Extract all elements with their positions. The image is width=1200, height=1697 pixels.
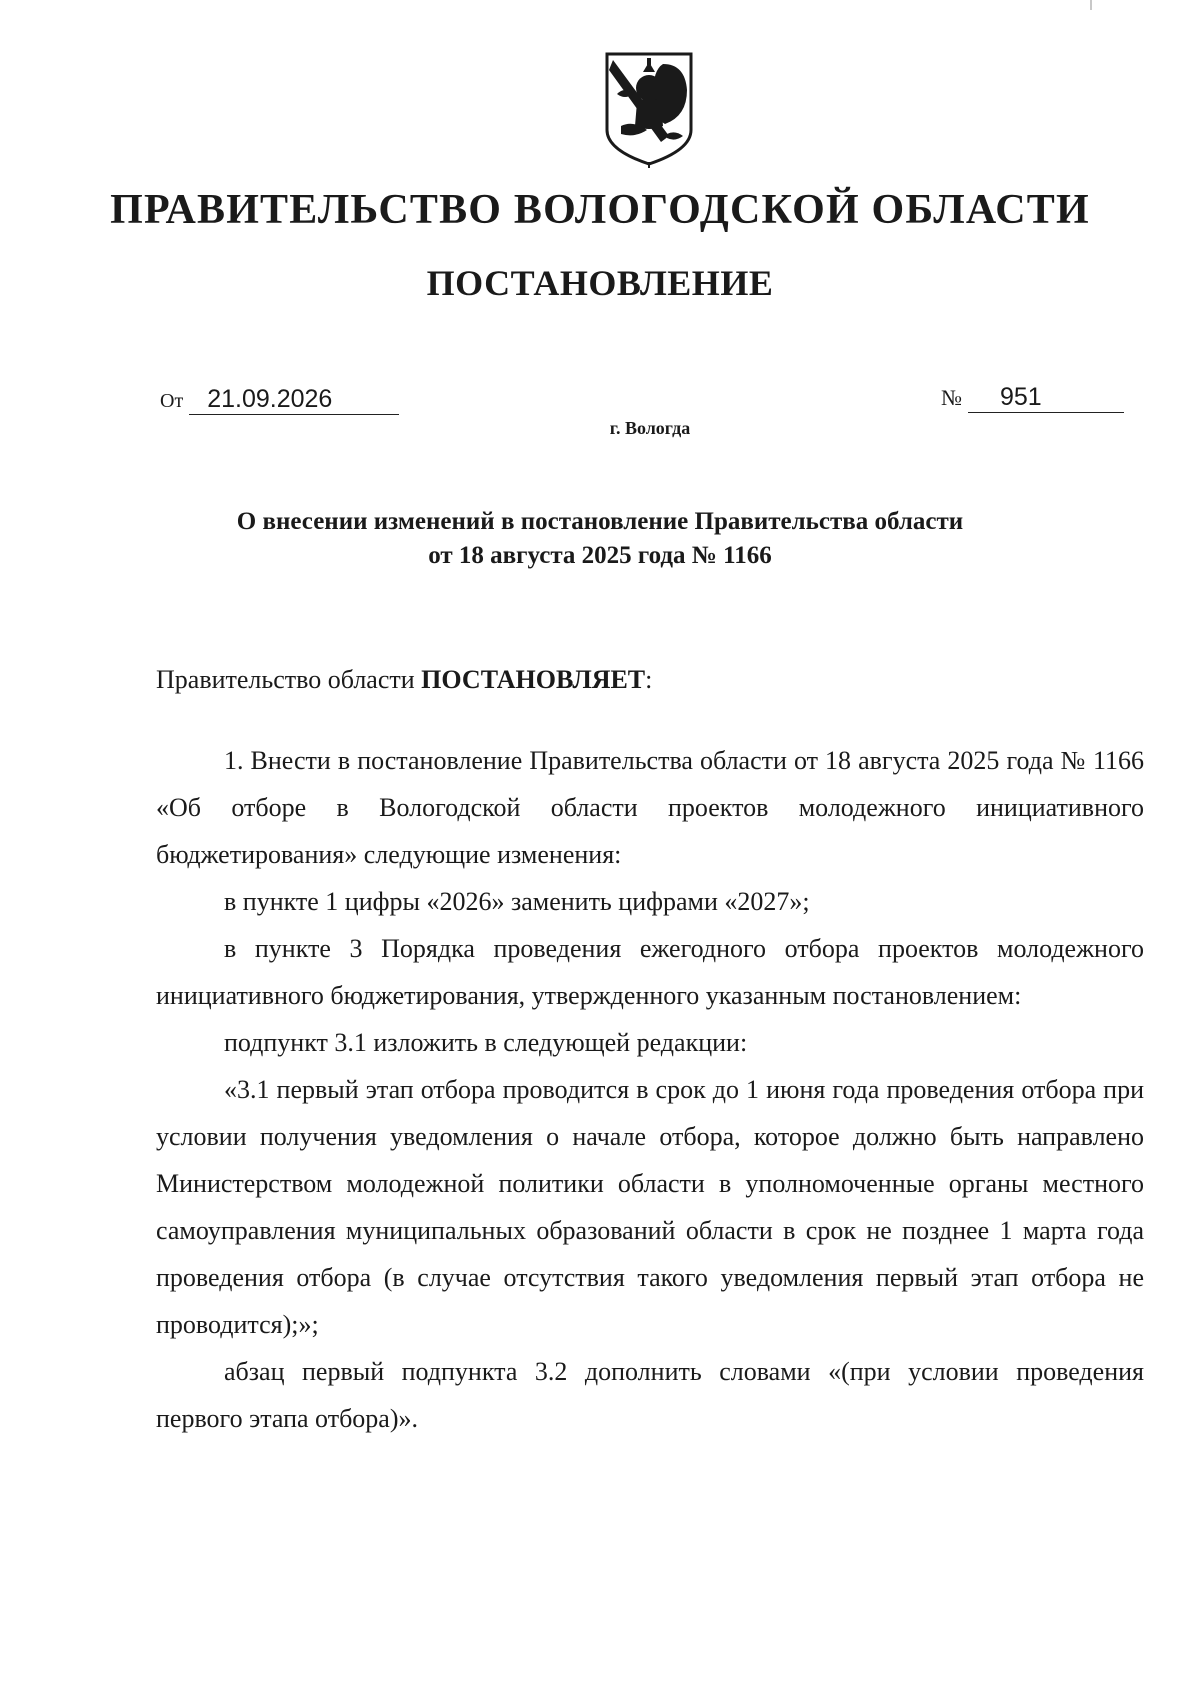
date-prefix: От (160, 390, 184, 412)
document-subject (100, 505, 1100, 573)
government-title: ПРАВИТЕЛЬСТВО ВОЛОГОДСКОЙ ОБЛАСТИ (110, 187, 1090, 233)
paragraph: в пункте 1 цифры «2026» заменить цифрами «2027»; (224, 887, 810, 916)
preamble (156, 656, 1144, 703)
coat-of-arms-emblem (603, 50, 695, 168)
document-type-title: ПОСТАНОВЛЕНИЕ (426, 263, 774, 303)
subject-line-1: О внесении изменений в постановление Правительства области (236, 508, 964, 535)
preamble-colon: : (645, 665, 653, 694)
subject-line-2: от 18 августа 2025 года № 1166 (428, 542, 772, 569)
preamble-text: Правительство области (156, 665, 422, 694)
document-body (156, 656, 1144, 1442)
document-number (941, 382, 1124, 413)
paragraph: подпункт 3.1 изложить в следующей редакции: (224, 1028, 748, 1057)
paragraph: в пункте 3 Порядка проведения ежегодного отбора проектов молодежного инициативного бюджетирования, утвержденного указанным постановлением: (156, 934, 1144, 1010)
paragraph: абзац первый подпункта 3.2 дополнить словами «(при условии проведения первого этапа отбора)». (156, 1357, 1144, 1433)
number-value: 951 (968, 382, 1124, 413)
paragraph: «3.1 первый этап отбора проводится в срок до 1 июня года проведения отбора при условии получения уведомления о начале отбора, которое должно быть направлено Министерством молодежной политики области в уполномоченные органы местного самоуправления муниципальных образований области в срок не позднее 1 марта года проведения отбора (в случае отсутствия такого уведомления первый этап отбора не проводится);»; (156, 1075, 1144, 1339)
city-label: г. Вологда (609, 418, 691, 438)
date-value: 21.09.2026 (189, 384, 399, 415)
document-date (160, 384, 399, 415)
preamble-bold: ПОСТАНОВЛЯЕТ (421, 665, 646, 694)
paragraph: 1. Внести в постановление Правительства области от 18 августа 2025 года № 1166 «Об отборе в Вологодской области проектов молодежного инициативного бюджетирования» следующие изменения: (156, 746, 1144, 869)
number-prefix: № (941, 385, 962, 410)
scan-mark (1090, 0, 1092, 10)
